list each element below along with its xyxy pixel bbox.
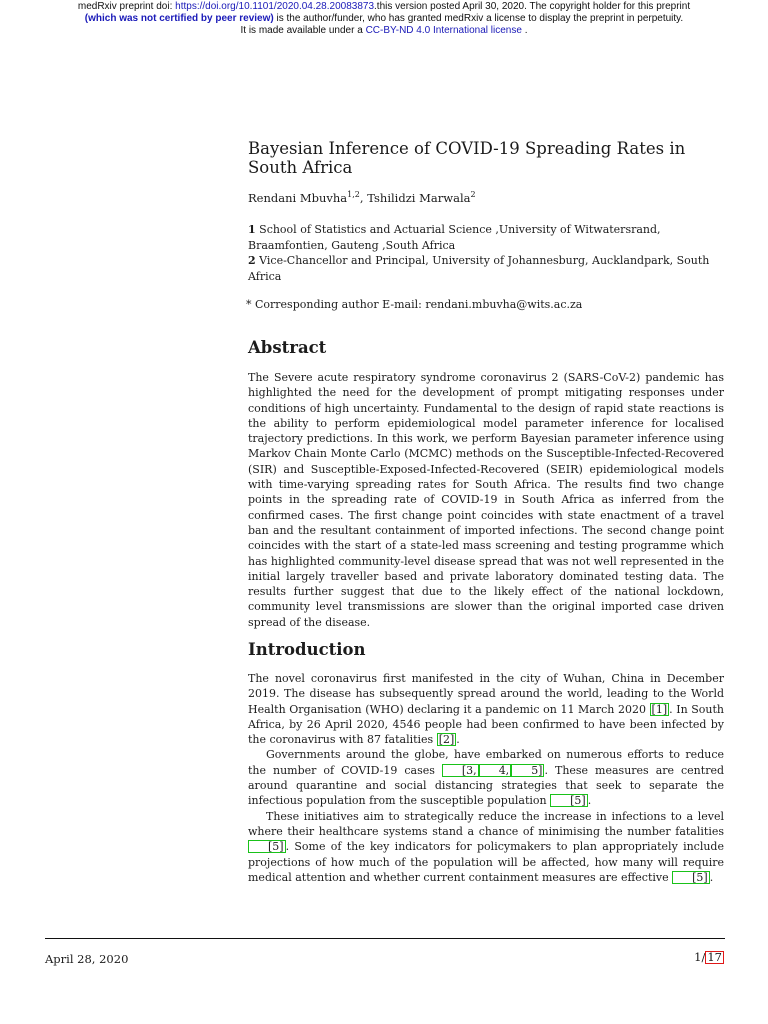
banner-available-text: It is made available under a	[240, 25, 366, 36]
banner-version-text: .this version posted April 30, 2020. The copyright holder for this preprint	[374, 1, 691, 12]
paragraph-text: Governments around the globe, have embarked on numerous efforts to reduce the number of COVID-19 cases	[248, 748, 724, 777]
citation-link[interactable]: 5]	[511, 764, 544, 777]
citation-link[interactable]: [5]	[550, 794, 588, 807]
page-number	[694, 950, 724, 964]
preprint-banner	[0, 1, 768, 37]
author-name: Rendani Mbuvha	[248, 190, 348, 205]
affiliation-1	[248, 222, 724, 253]
paragraph-text: . These measures are centred around quarantine and social distancing strategies that seek to separate the infectious population from the susceptible population	[248, 763, 724, 808]
peer-review-notice: (which was not certified by peer review)	[84, 13, 274, 24]
citation-link[interactable]: [1]	[651, 702, 668, 716]
affiliation-text: Vice-Chancellor and Principal, University of Johannesburg, Aucklandpark, South Africa	[248, 254, 710, 283]
author-list	[248, 190, 724, 205]
page-total-link[interactable]: 17	[707, 950, 722, 964]
doi-link[interactable]: https://doi.org/10.1101/2020.04.28.20083873	[175, 1, 375, 12]
paragraph-text: These initiatives aim to strategically reduce the increase in infections to a level where their healthcare systems stand a chance of minimising the number fatalities	[248, 809, 724, 838]
introduction-heading: Introduction	[248, 640, 366, 659]
banner-license-grant: is the author/funder, who has granted medRxiv a license to display the preprint in perpetuity.	[273, 13, 684, 24]
paragraph-text: The novel coronavirus first manifested in the city of Wuhan, China in December 2019. The disease has subsequently spread around the world, leading to the World Health Organisation (WHO) declaring it a pandemic on 11 March 2020	[248, 672, 724, 716]
affiliations	[248, 222, 724, 284]
citation-link[interactable]: [3,	[442, 764, 479, 777]
paragraph	[248, 671, 724, 747]
license-link[interactable]: CC-BY-ND 4.0 International license	[365, 25, 522, 36]
author-affiliation-marks: 2	[470, 190, 476, 199]
paragraph	[248, 809, 724, 885]
paragraph-text: . In South Africa, by 26 April 2020, 4546 people had been confirmed to have been infected by the coronavirus with 87 fatalities	[248, 702, 724, 747]
author-separator: ,	[359, 190, 368, 205]
page-current: 1/	[694, 950, 706, 964]
citation-link[interactable]: [5]	[248, 840, 286, 853]
author-affiliation-marks: 1,2	[347, 190, 360, 199]
paragraph-text: .	[587, 794, 592, 808]
corresponding-author: * Corresponding author E-mail: rendani.mbuvha@wits.ac.za	[246, 298, 583, 311]
affiliation-text: School of Statistics and Actuarial Science ,University of Witwatersrand, Braamfontien, Gauteng ,South Africa	[248, 223, 661, 252]
banner-period: .	[521, 25, 528, 36]
introduction-body	[248, 671, 724, 885]
abstract-heading: Abstract	[248, 338, 327, 357]
paragraph-text: . Some of the key indicators for policymakers to plan appropriately include projections of how much of the population will be affected, how many will require medical attention and whether current containment measures are effective	[248, 840, 724, 884]
footer-date: April 28, 2020	[45, 952, 129, 966]
citation-link[interactable]: [2]	[438, 733, 455, 747]
banner-line-3	[0, 25, 768, 37]
banner-line-2	[0, 13, 768, 25]
affiliation-number: 1	[248, 223, 256, 236]
citation-link[interactable]: [5]	[672, 871, 710, 884]
footer-divider	[45, 938, 725, 939]
paper-title: Bayesian Inference of COVID-19 Spreading Rates in South Africa	[248, 139, 686, 177]
abstract-body: The Severe acute respiratory syndrome coronavirus 2 (SARS-CoV-2) pandemic has highlighted the need for the development of prompt mitigating responses under conditions of high uncertainty. Fundamental to the design of rapid state reactions is the ability to perform epidemiological model parameter inference for localised trajectory predictions. In this work, we perform Bayesian parameter inference using Markov Chain Monte Carlo (MCMC) methods on the Susceptible-Infected-Recovered (SIR) and Susceptible-Exposed-Infected-Recovered (SEIR) epidemiological models with time-varying spreading rates for South Africa. The results find two change points in the spreading rate of COVID-19 in South Africa as inferred from the confirmed cases. The first change point coincides with state enactment of a travel ban and the resultant containment of imported infections. The second change point coincides with the start of a state-led mass screening and testing programme which has highlighted community-level disease spread that was not well represented in the initial largely traveller based and private laboratory dominated testing data. The results further suggest that due to the likely effect of the national lockdown, community level transmissions are slower than the original imported case driven spread of the disease.	[248, 371, 724, 629]
paragraph-text: .	[709, 870, 714, 884]
paragraph	[248, 747, 724, 808]
affiliation-number: 2	[248, 254, 256, 268]
paragraph-text: .	[456, 733, 460, 747]
author-name: Tshilidzi Marwala	[367, 190, 471, 205]
citation-link[interactable]: 4,	[479, 764, 512, 777]
banner-line-1	[0, 1, 768, 13]
affiliation-2	[248, 253, 724, 284]
banner-doi-label: medRxiv preprint doi:	[77, 1, 176, 12]
